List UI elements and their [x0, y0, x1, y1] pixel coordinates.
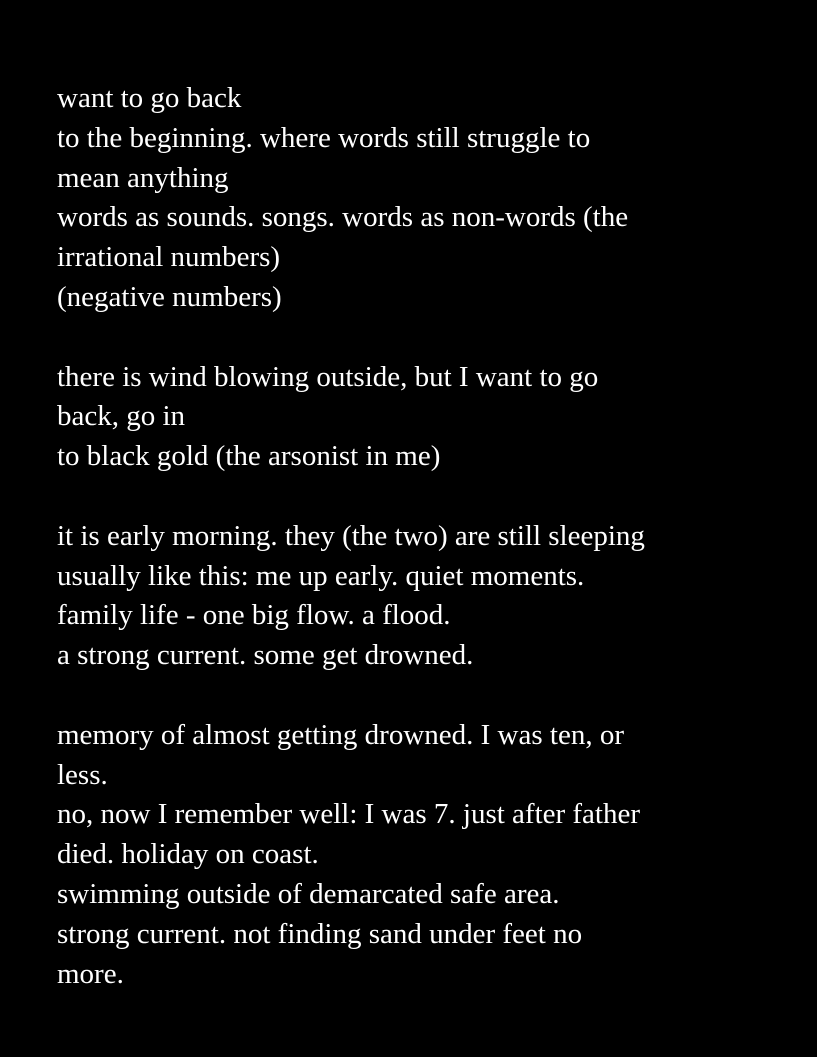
poem-line: back, go in	[57, 400, 186, 433]
stanza-divider	[57, 676, 797, 716]
poem-line: no, now I remember well: I was 7. just after father	[57, 798, 641, 831]
poem-line: less.	[57, 758, 108, 791]
poem-line: swimming outside of demarcated safe area.	[57, 877, 560, 910]
poem-text	[57, 79, 797, 994]
poem-line: mean anything	[57, 161, 229, 194]
stanza-1	[57, 79, 797, 318]
poem-line: family life - one big flow. a flood.	[57, 599, 451, 632]
poem-line: it is early morning. they (the two) are still sleeping	[57, 519, 645, 552]
poem-line: strong current. not finding sand under feet no	[57, 917, 583, 950]
stanza-4	[57, 716, 797, 995]
poem-line: to the beginning. where words still struggle to	[57, 121, 591, 154]
poem-line: a strong current. some get drowned.	[57, 639, 474, 672]
poem-line: irrational numbers)	[57, 241, 281, 274]
poem-line: to black gold (the arsonist in me)	[57, 440, 441, 473]
poem-line: words as sounds. songs. words as non-words (the	[57, 201, 629, 234]
poem-line: usually like this: me up early. quiet moments.	[57, 559, 585, 592]
stanza-2	[57, 358, 797, 477]
stanza-divider	[57, 477, 797, 517]
poem-line: memory of almost getting drowned. I was ten, or	[57, 718, 624, 751]
poem-line: want to go back	[57, 82, 242, 114]
poem-line: (negative numbers)	[57, 280, 282, 313]
stanza-3	[57, 517, 797, 676]
poem-line: died. holiday on coast.	[57, 838, 319, 871]
stanza-divider	[57, 318, 797, 358]
poem-line: more.	[57, 957, 124, 990]
poem-line: there is wind blowing outside, but I want to go	[57, 360, 599, 393]
